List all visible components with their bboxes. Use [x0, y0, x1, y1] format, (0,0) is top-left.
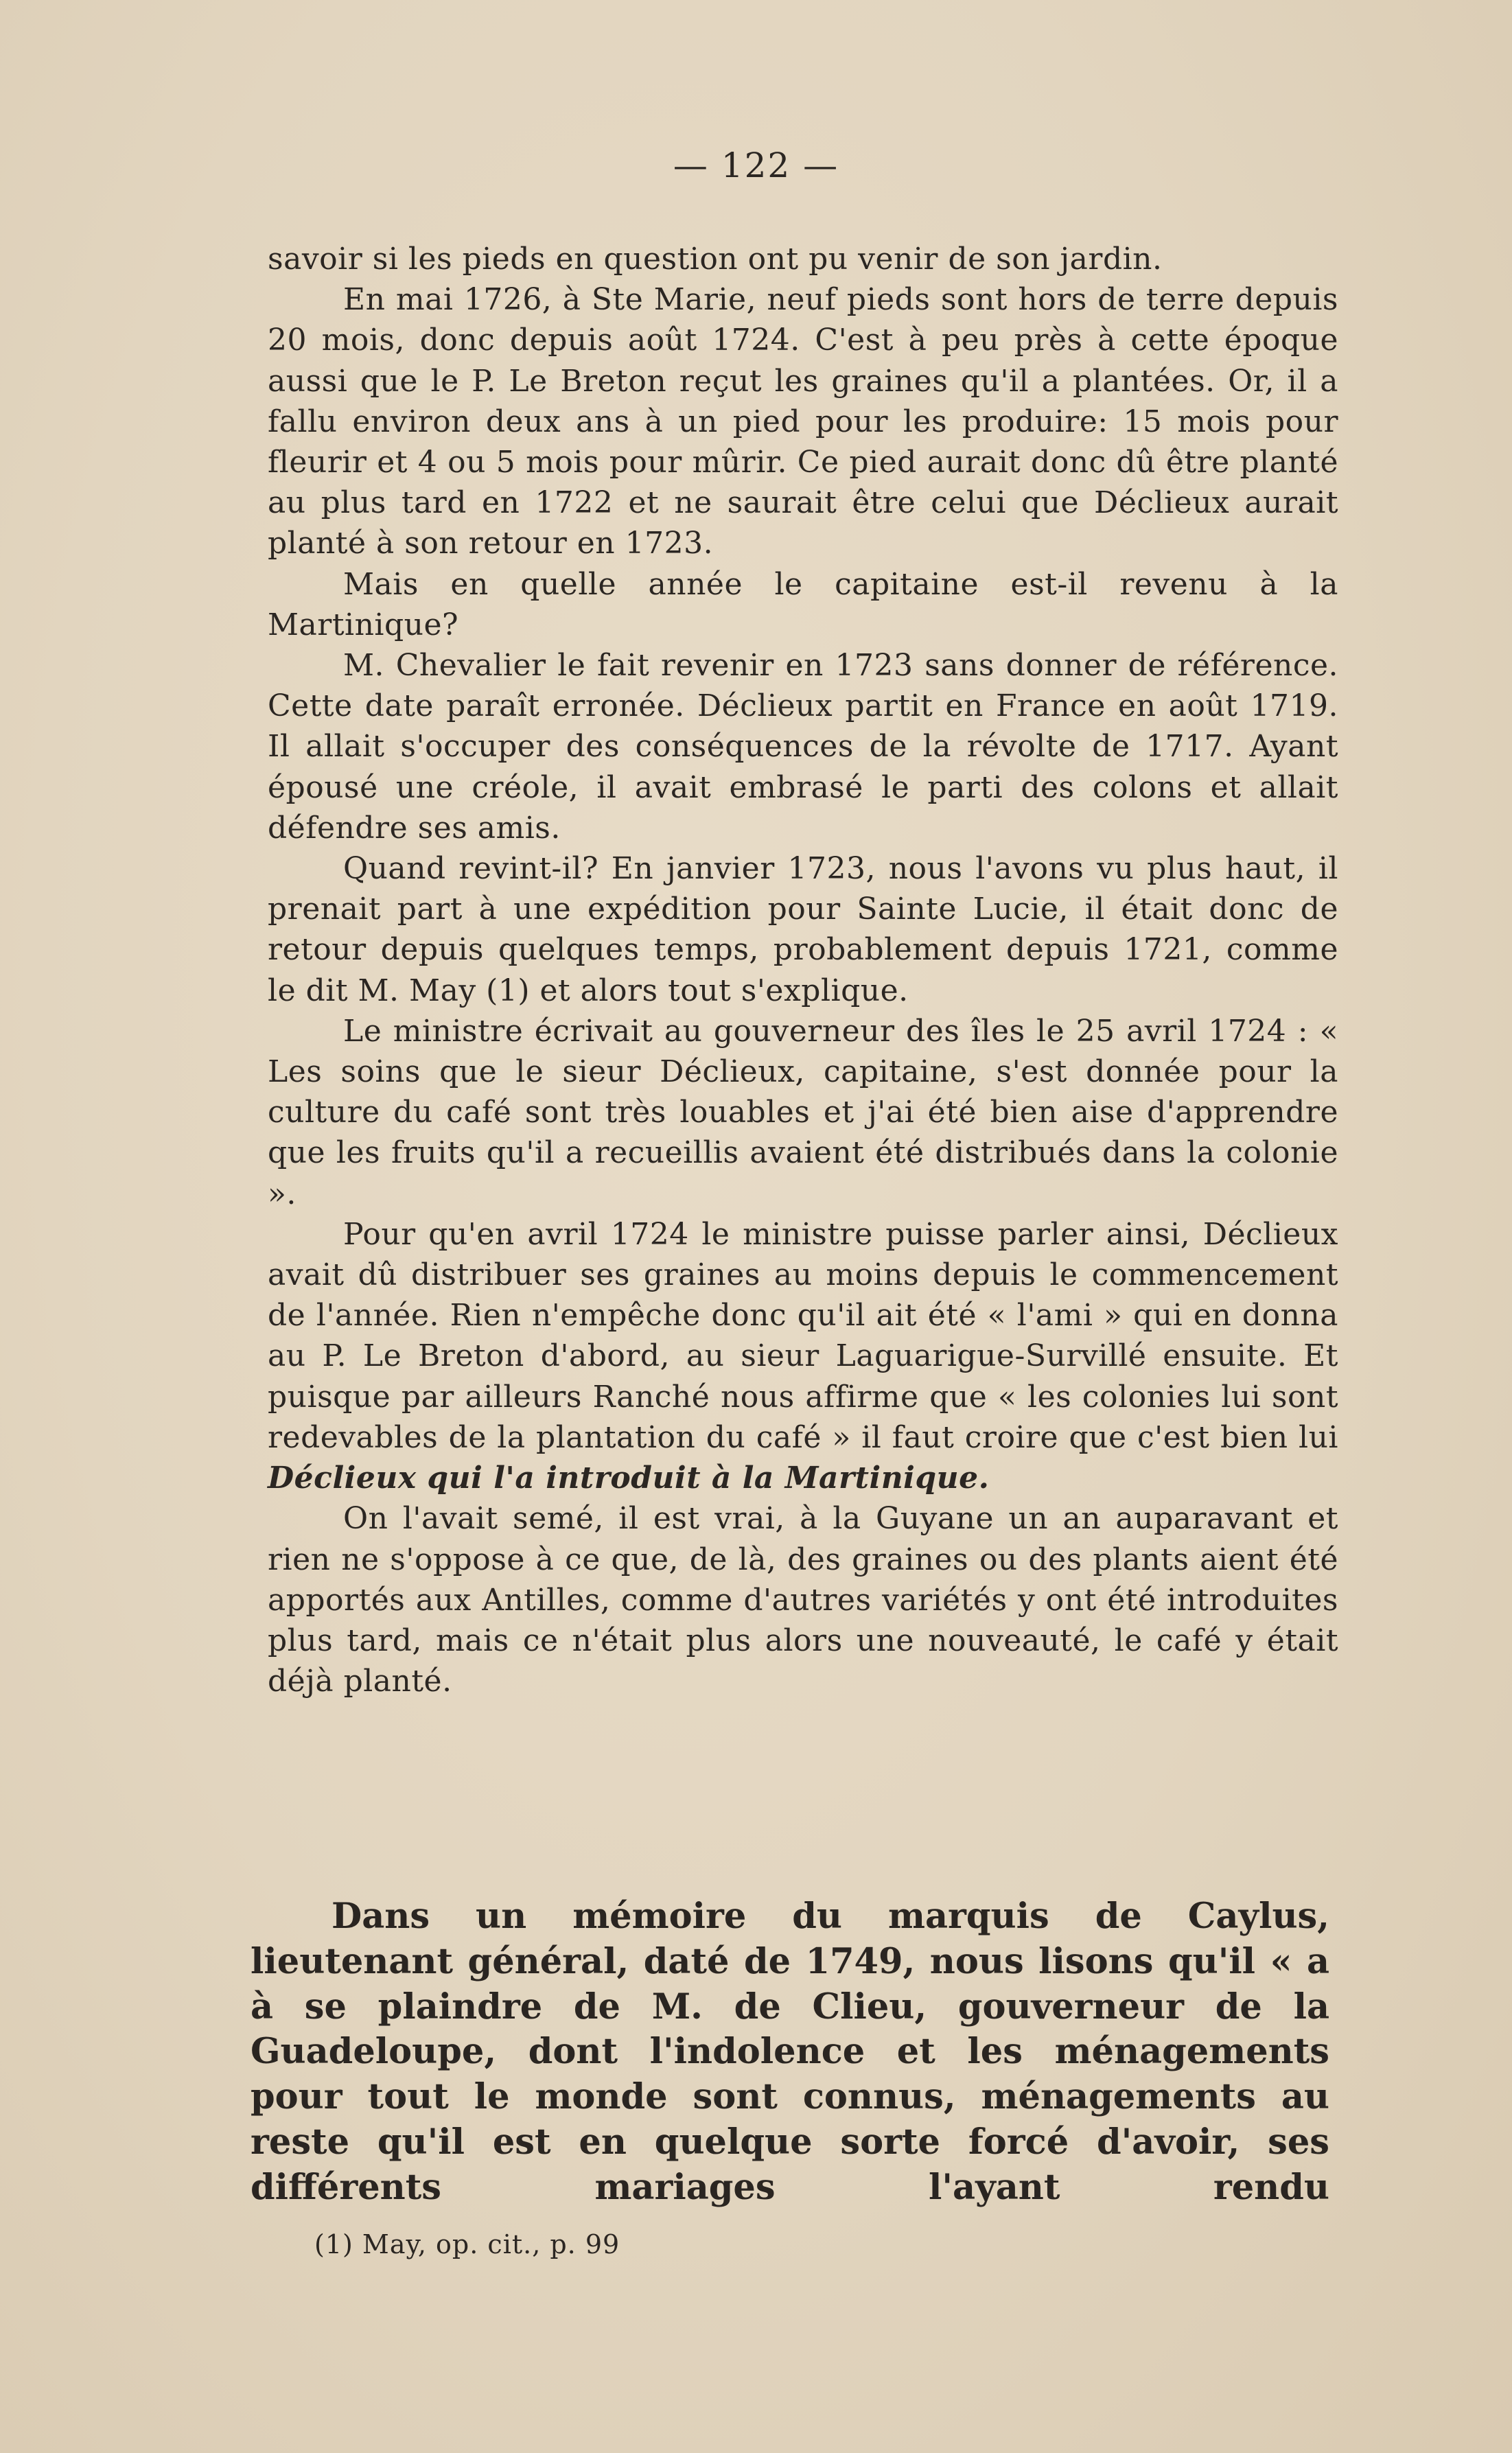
- paragraph-avril-1724: [268, 1214, 1338, 1498]
- section-caylus: [251, 1894, 1329, 2211]
- paragraph-quand-revint: Quand revint-il? En janvier 1723, nous l'avons vu plus haut, il prenait part à une expédition pour Sainte Lucie, il était donc de retour depuis quelques temps, probablement depuis 1721, comme le dit M. May (1) et alors tout s'explique.: [268, 851, 1338, 1008]
- paragraph-question-return: Mais en quelle année le capitaine est-il revenu à la Martinique?: [268, 566, 1338, 642]
- paragraph-caylus: Dans un mémoire du marquis de Caylus, lieutenant général, daté de 1749, nous lisons qu'il « a à se plaindre de M. de Clieu, gouverneur de la Guadeloupe, dont l'indolence et les ménagements pour tout le monde sont connus, ménagements au reste qu'il est en quelque sorte forcé d'avoir, ses différents mariages l'ayant rendu: [251, 1896, 1329, 2208]
- paragraph-avril-1724-text: Pour qu'en avril 1724 le ministre puisse parler ainsi, Déclieux avait dû distribuer ses graines au moins depuis le commencement de l'année. Rien n'empêche donc qu'il ait été « l'ami » qui en donna au P. Le Breton d'abord, au sieur Laguarigue-Survillé ensuite. Et puisque par ailleurs Ranché nous affirme que « les colonies lui sont redevables de la plantation du café » il faut croire que c'est bien lui: [268, 1216, 1338, 1455]
- body-text: [268, 239, 1338, 1701]
- page-number: — 122 —: [673, 146, 839, 185]
- paragraph-guyane: On l'avait semé, il est vrai, à la Guyane un an auparavant et rien ne s'oppose à ce que, de là, des graines ou des plants aient été apportés aux Antilles, comme d'autres variétés y ont été introduites plus tard, mais ce n'était plus alors une nouveauté, le café y était déjà planté.: [268, 1501, 1338, 1699]
- paragraph-ministre-letter: Le ministre écrivait au gouverneur des îles le 25 avril 1724 : « Les soins que le sieur Déclieux, capitaine, s'est donnée pour la culture du café sont très louables et j'ai été bien aise d'apprendre que les fruits qu'il a recueillis avaient été distribués dans la colonie ».: [268, 1013, 1338, 1211]
- paragraph-continuation: savoir si les pieds en question ont pu venir de son jardin.: [268, 242, 1163, 277]
- paragraph-may-1726: En mai 1726, à Ste Marie, neuf pieds sont hors de terre depuis 20 mois, donc depuis août 1724. C'est à peu près à cette époque aussi que le P. Le Breton reçut les graines qu'il a plantées. Or, il a fallu environ deux ans à un pied pour les produire: 15 mois pour fleurir et 4 ou 5 mois pour mûrir. Ce pied aurait donc dû être planté au plus tard en 1722 et ne saurait être celui que Déclieux aurait planté à son retour en 1723.: [268, 282, 1338, 561]
- emphasized-conclusion: Déclieux qui l'a introduit à la Martinique.: [268, 1461, 990, 1496]
- footnote: (1) May, op. cit., p. 99: [314, 2229, 620, 2259]
- paragraph-chevalier: M. Chevalier le fait revenir en 1723 sans donner de référence. Cette date paraît erronée. Déclieux partit en France en août 1719. Il allait s'occuper des conséquences de la révolte de 1717. Ayant épousé une créole, il avait embrasé le parti des colons et allait défendre ses amis.: [268, 648, 1338, 846]
